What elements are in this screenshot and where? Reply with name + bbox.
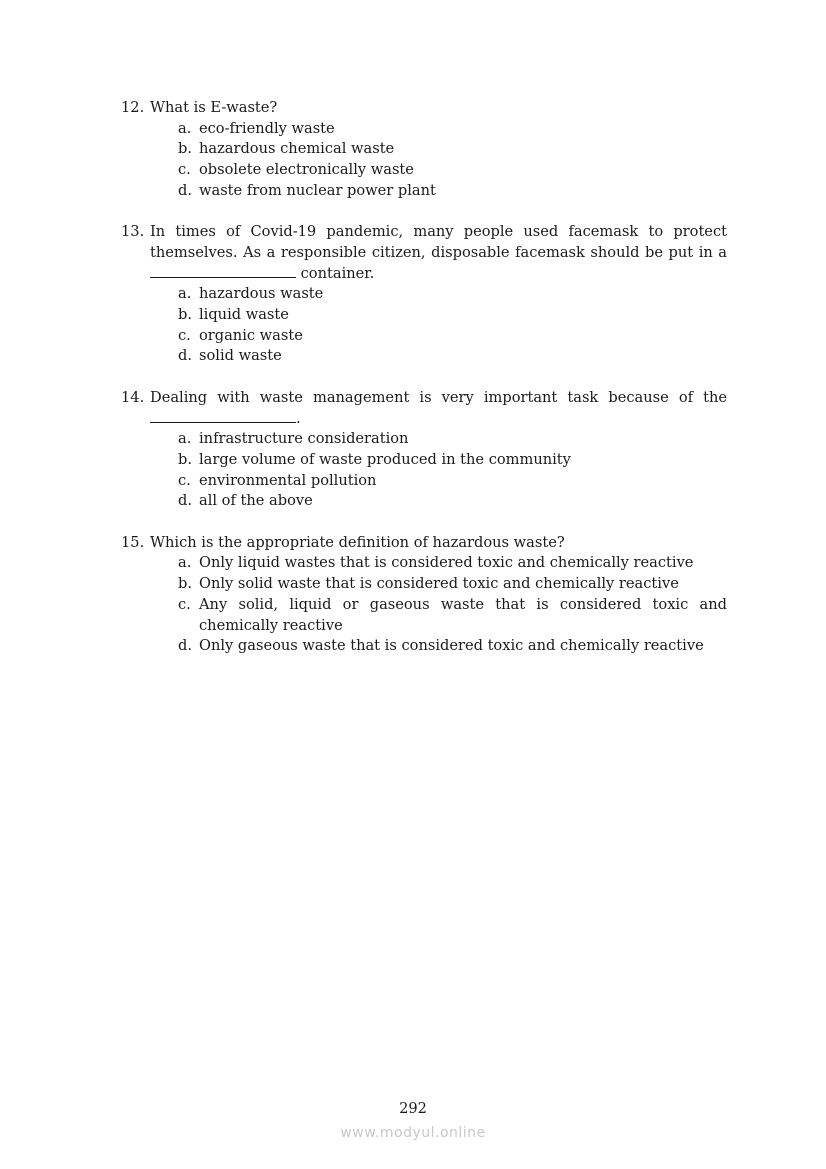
option-c — [178, 595, 727, 636]
question-text-after: . — [296, 409, 301, 427]
option-text: eco-friendly waste — [199, 119, 335, 137]
question-text — [150, 222, 727, 284]
option-text: solid waste — [199, 347, 282, 365]
question-15 — [121, 533, 727, 657]
question-list — [121, 98, 727, 678]
option-letter: d. — [178, 492, 192, 510]
options-list — [178, 553, 727, 657]
option-letter: b. — [178, 140, 192, 158]
option-a — [178, 429, 727, 450]
option-a — [178, 553, 727, 574]
option-letter: b. — [178, 450, 192, 468]
option-c — [178, 326, 727, 347]
option-text: hazardous chemical waste — [199, 140, 395, 158]
option-text: Only liquid wastes that is considered toxic and chemically reactive — [199, 554, 694, 572]
option-b — [178, 305, 727, 326]
option-text: liquid waste — [199, 306, 289, 324]
option-text: waste from nuclear power plant — [199, 181, 436, 199]
option-text: all of the above — [199, 492, 313, 510]
option-text: large volume of waste produced in the community — [199, 450, 571, 468]
option-letter: a. — [178, 285, 192, 303]
question-number: 14. — [121, 388, 145, 406]
question-number: 12. — [121, 99, 145, 116]
question-text-after: container. — [296, 264, 375, 282]
option-letter: b. — [178, 306, 192, 324]
option-d — [178, 346, 727, 367]
option-c — [178, 471, 727, 492]
option-letter: a. — [178, 119, 192, 137]
question-number: 15. — [121, 533, 145, 551]
question-12 — [121, 98, 727, 202]
option-letter: d. — [178, 637, 192, 655]
question-text: Which is the appropriate definition of hazardous waste? — [150, 533, 565, 551]
answer-blank — [150, 409, 296, 423]
option-text: organic waste — [199, 326, 303, 344]
option-letter: c. — [178, 471, 191, 489]
option-d — [178, 636, 727, 657]
option-a — [178, 284, 727, 305]
options-list — [178, 284, 727, 367]
option-a — [178, 119, 727, 140]
question-13 — [121, 222, 727, 367]
option-letter: c. — [178, 161, 191, 179]
option-letter: a. — [178, 554, 192, 572]
page-number: 292 — [399, 1100, 427, 1117]
question-text — [150, 388, 727, 429]
option-text: hazardous waste — [199, 285, 324, 303]
question-number: 13. — [121, 223, 145, 241]
option-letter: b. — [178, 575, 192, 593]
option-d — [178, 491, 727, 512]
option-text: obsolete electronically waste — [199, 161, 414, 179]
options-list — [178, 429, 727, 512]
question-text-before: Dealing with waste management is very important task because of the — [150, 388, 727, 406]
question-text: What is E-waste? — [150, 99, 278, 116]
option-letter: c. — [178, 326, 191, 344]
option-text: infrastructure consideration — [199, 430, 409, 448]
option-letter: d. — [178, 347, 192, 365]
option-letter: d. — [178, 181, 192, 199]
option-letter: a. — [178, 430, 192, 448]
option-b — [178, 574, 727, 595]
option-b — [178, 139, 727, 160]
option-text: Only solid waste that is considered toxic and chemically reactive — [199, 575, 679, 593]
option-text: Only gaseous waste that is considered toxic and chemically reactive — [199, 637, 704, 655]
option-text: environmental pollution — [199, 471, 377, 489]
question-text-before: In times of Covid-19 pandemic, many people used facemask to protect themselves. As a responsible citizen, disposable facemask should be put in a — [150, 223, 727, 261]
options-list — [178, 119, 727, 202]
answer-blank — [150, 264, 296, 278]
option-text: Any solid, liquid or gaseous waste that is considered toxic and chemically reactive — [199, 595, 727, 634]
option-c — [178, 160, 727, 181]
option-b — [178, 450, 727, 471]
option-d — [178, 181, 727, 202]
watermark: www.modyul.online — [340, 1125, 486, 1141]
question-14 — [121, 388, 727, 512]
option-letter: c. — [178, 595, 191, 613]
